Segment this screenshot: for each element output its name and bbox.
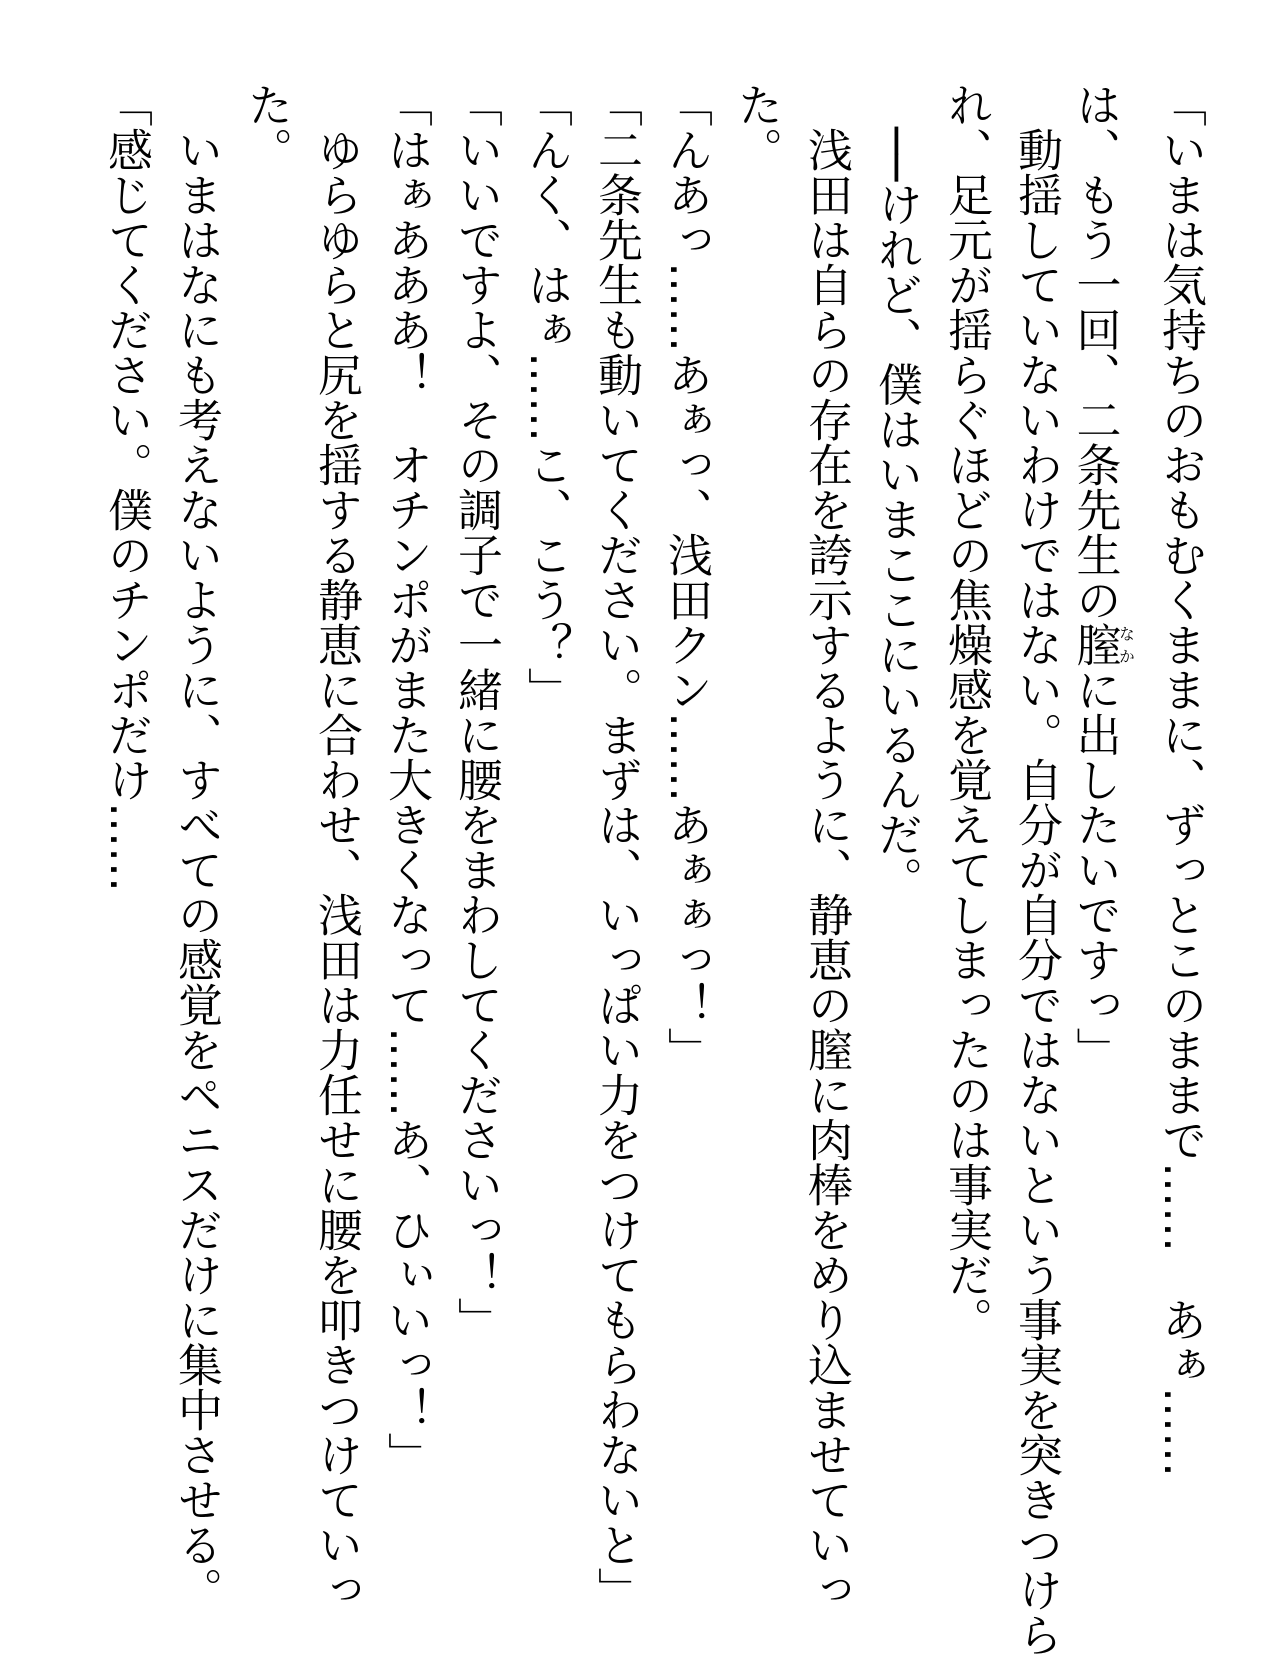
text-line-15: いまはなにも考えないように、すべての感覚をペニスだけに集中させる。 [170, 127, 223, 1612]
ruby-reading: なか [1116, 622, 1136, 667]
text-line-9: 「二条先生も動いてください。まずは、いっぱい力をつけてもらわないと」 [590, 82, 643, 1612]
ruby-base: 膣 [1068, 622, 1122, 667]
text-line-12: 「はぁあああ！ オチンポがまた大きくなって……あ、ひぃいっ！」 [380, 82, 433, 1477]
text-line-8: 「んあっ……あぁっ、浅田クン……あぁぁっ！」 [660, 82, 713, 1072]
text-line-2 [1068, 82, 1136, 1582]
text-line-5: ──けれど、僕はいまここにいるんだ。 [870, 127, 923, 902]
text-line-13: ゆらゆらと尻を揺する静恵に合わせ、浅田は力任せに腰を叩きつけていっ [310, 127, 363, 1612]
text-line-14: た。 [240, 82, 293, 172]
text-line-4: れ、足元が揺らぐほどの焦燥感を覚えてしまったのは事実だ。 [940, 82, 993, 1342]
text-line-2-lead: は、もう一回、二条先生の [1068, 82, 1122, 622]
text-line-16: 「感じてください。僕のチンポだけ…… [100, 82, 153, 892]
text-line-11: 「いいですよ、その調子で一緒に腰をまわしてくださいっ！」 [450, 82, 503, 1342]
text-line-6: 浅田は自らの存在を誇示するように、静恵の膣に肉棒をめり込ませていっ [800, 127, 853, 1612]
text-line-1: 「いまは気持ちのおもむくままに、ずっとこのままで…… あぁ…… [1154, 82, 1207, 1477]
text-line-2-tail: に出したいですっ」 [1068, 667, 1122, 1072]
ruby-word [1068, 622, 1136, 667]
text-line-10: 「んく、はぁ……こ、こう？」 [520, 82, 573, 712]
text-line-3: 動揺していないわけではない。自分が自分ではないという事実を突きつけら [1010, 127, 1063, 1657]
text-line-7: た。 [730, 82, 783, 172]
